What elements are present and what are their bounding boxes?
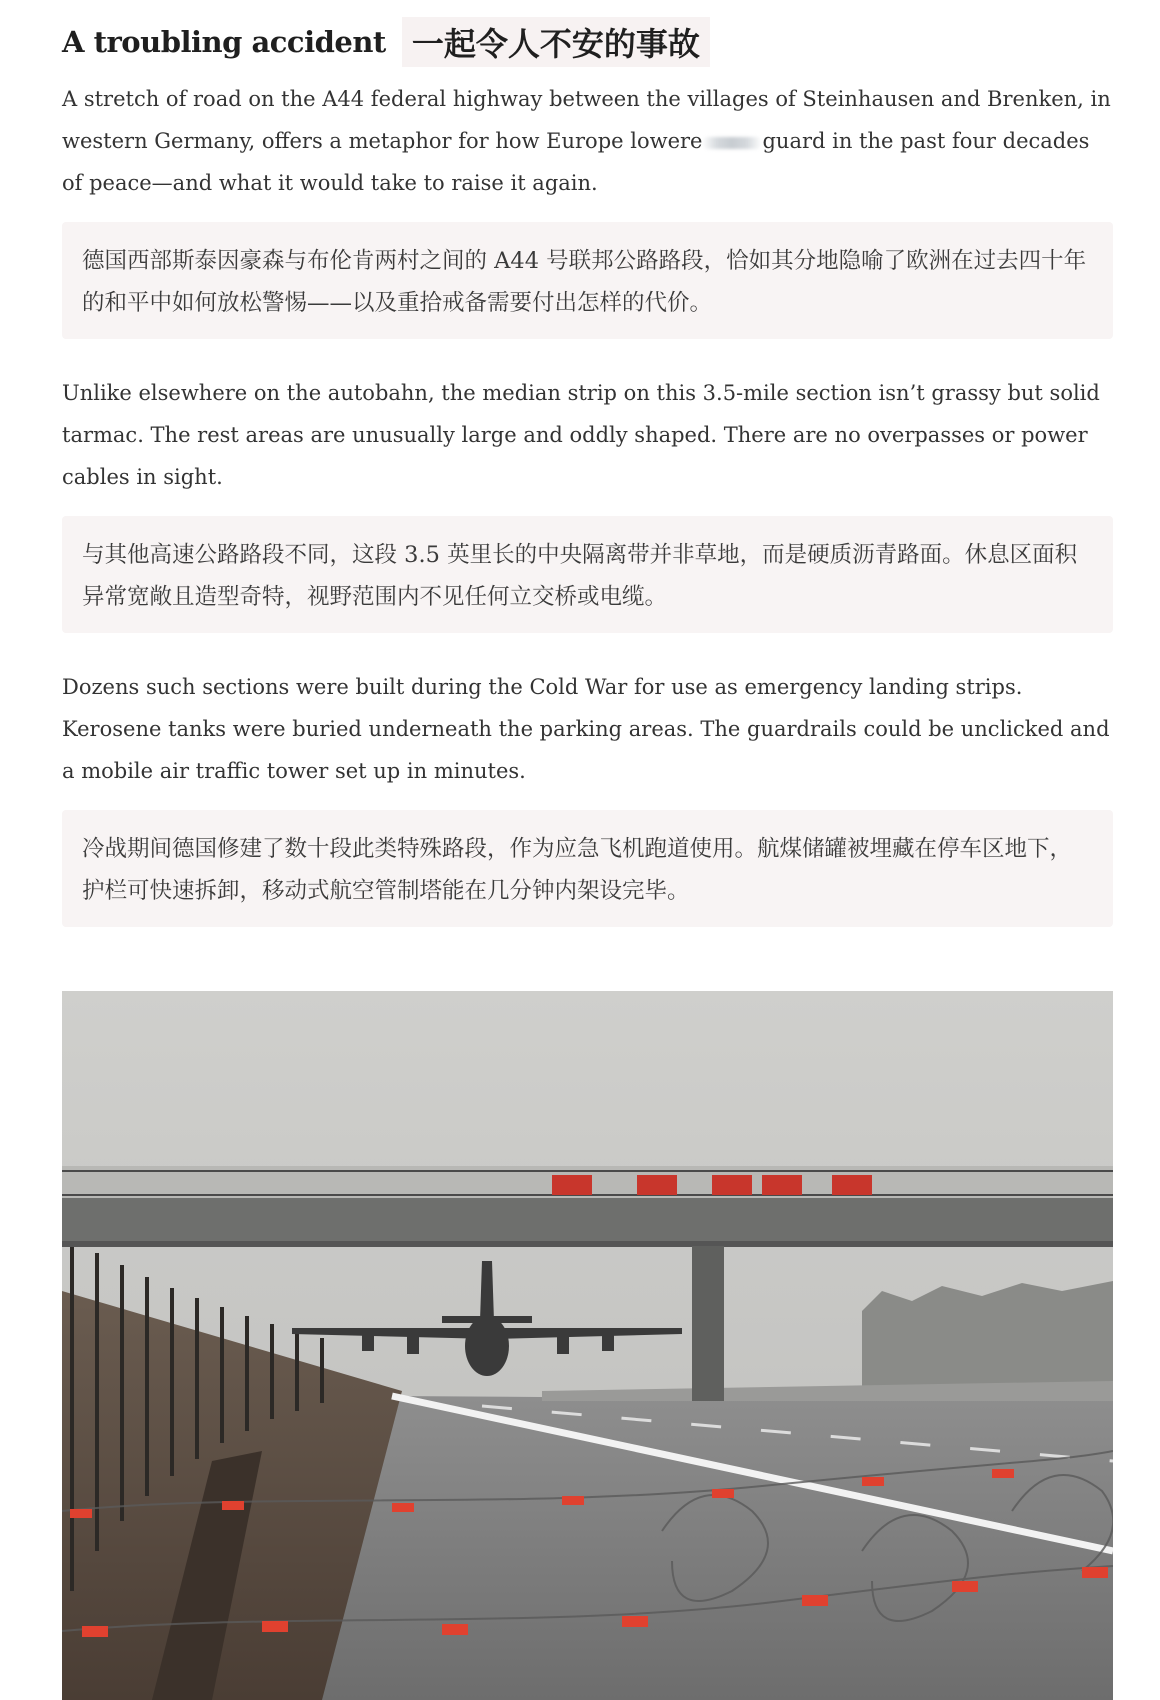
article-photo-plane-landing-on-autobahn <box>62 991 1113 1700</box>
paragraph-text-before-blur: A stretch of road on the A44 federal highway between the villages of Steinhausen and Brenken, in western Germany, offers a metaphor for how Europe lowere <box>62 87 1111 153</box>
translation-box-1: 德国西部斯泰因豪森与布伦肯两村之间的 A44 号联邦公路路段，恰如其分地隐喻了欧洲在过去四十年的和平中如何放松警惕——以及重拾戒备需要付出怎样的代价。 <box>62 222 1113 339</box>
blurred-text-overlay <box>702 137 762 149</box>
paragraph-english-1 <box>62 78 1113 204</box>
translation-box-2: 与其他高速公路路段不同，这段 3.5 英里长的中央隔离带并非草地，而是硬质沥青路面。休息区面积异常宽敞且造型奇特，视野范围内不见任何立交桥或电缆。 <box>62 516 1113 633</box>
paragraph-english-2: Unlike elsewhere on the autobahn, the median strip on this 3.5-mile section isn’t grassy but solid tarmac. The rest areas are unusually large and oddly shaped. There are no overpasses or power cables in sight. <box>62 381 1100 489</box>
section-title-english: A troubling accident <box>62 25 386 59</box>
paragraph-text-after-blur: guard in the past four decades of peace—and what it would take to raise it again. <box>62 129 1090 195</box>
paragraph-english-3: Dozens such sections were built during the Cold War for use as emergency landing strips. Kerosene tanks were buried underneath the parking areas. The guardrails could be unclicked and a mobile air traffic tower set up in minutes. <box>62 675 1110 783</box>
section-heading <box>62 18 710 66</box>
translation-box-3: 冷战期间德国修建了数十段此类特殊路段，作为应急飞机跑道使用。航煤储罐被埋藏在停车区地下，护栏可快速拆卸，移动式航空管制塔能在几分钟内架设完毕。 <box>62 810 1113 927</box>
section-title-chinese: 一起令人不安的事故 <box>402 17 710 67</box>
